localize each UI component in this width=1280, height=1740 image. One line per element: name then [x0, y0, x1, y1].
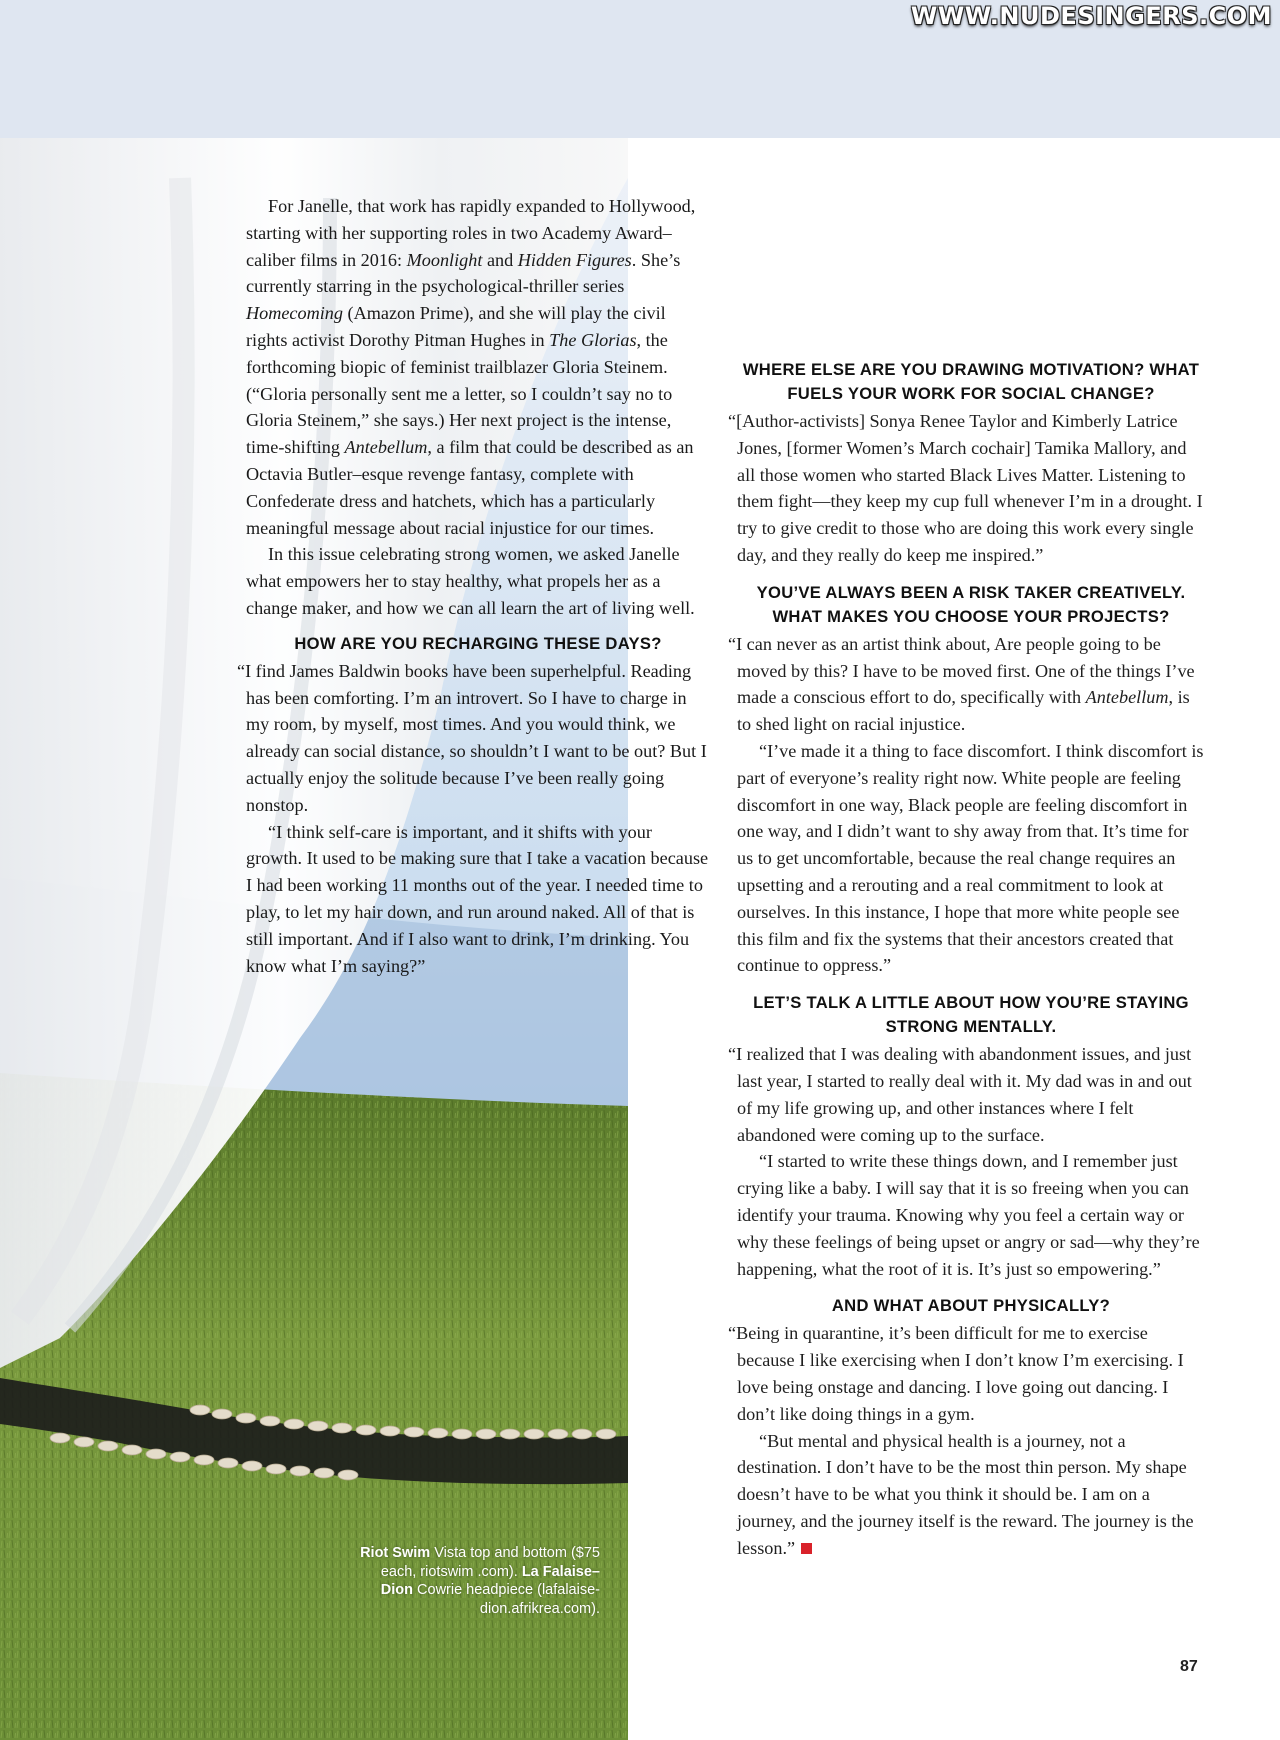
- watermark: WWW.NUDESINGERS.COM: [910, 2, 1272, 30]
- text-run: . She’s currently starring in the psychological-thriller series: [246, 249, 681, 297]
- question-projects: YOU’VE ALWAYS BEEN A RISK TAKER CREATIVELY. WHAT MAKES YOU CHOOSE YOUR PROJECTS?: [756, 582, 1186, 626]
- answer-mental-2: “I started to write these things down, and I remember just crying like a baby. I will say that it is so freeing when you can identify your trauma. Knowing why you feel a certain way or why these feelings of being upset or angry or sad—why they’re happening, what the root of it is. It’s just so empowering.”: [737, 1151, 1200, 1279]
- italic-title: Hidden Figures: [517, 249, 632, 270]
- photo-credit-caption: [360, 1544, 600, 1618]
- text-run: For Janelle, that work has rapidly expanded to Hollywood, starting with her supporting roles in two Academy Award–caliber films in 2016:: [246, 196, 696, 270]
- intro-paragraph-2: In this issue celebrating strong women, we asked Janelle what empowers her to stay healthy, what propels her as a change maker, and how we can all learn the art of living well.: [246, 544, 695, 618]
- text-run: and: [482, 249, 518, 270]
- answer-projects-1: [728, 631, 1205, 738]
- answer-projects-2: “I’ve made it a thing to face discomfort. I think discomfort is part of everyone’s reality right now. White people are feeling discomfort in one way, Black people are feeling discomfort in one way, and I didn’t want to shy away from that. It’s time for us to get uncomfortable, because the real change requires an upsetting and a rerouting and a real commitment to look at ourselves. In this instance, I hope that more white people see this film and fix the systems that their ancestors created that continue to oppress.”: [737, 740, 1204, 976]
- italic-title: Homecoming: [246, 303, 343, 324]
- italic-title: The Glorias: [549, 329, 637, 350]
- text-run: “I can never as an artist think about, Are people going to be moved by this? I have to be moved first. One of the things I’ve made a conscious effort to do, specifically with: [728, 633, 1195, 708]
- italic-title: Antebellum: [344, 437, 428, 458]
- brand-name: La Falaise–Dion: [380, 1563, 600, 1598]
- answer-physical-2: [737, 1428, 1205, 1562]
- text-run: Vista top and bottom ($75 each, riotswim .com).: [380, 1545, 600, 1580]
- answer-recharging-2: “I think self-care is important, and it shifts with your growth. It used to be making sure that I take a vacation because I had been working 11 months out of the year. I needed time to play, to let my hair down, and run around naked. All of that is still important. And if I also want to drink, I’m drinking. You know what I’m saying?”: [246, 821, 709, 976]
- question-motivation: WHERE ELSE ARE YOU DRAWING MOTIVATION? WHAT FUELS YOUR WORK FOR SOCIAL CHANGE?: [742, 360, 1200, 403]
- page-number: 87: [1180, 1658, 1198, 1675]
- left-column: [237, 193, 710, 979]
- italic-title: Antebellum: [1085, 687, 1169, 708]
- answer-physical-1: “Being in quarantine, it’s been difficult for me to exercise because I like exercising when I don’t know I’m exercising. I love being onstage and dancing. I love going out dancing. I don’t like doing things in a gym.: [728, 1323, 1184, 1424]
- brand-name: Riot Swim: [360, 1545, 431, 1561]
- text-run: (Amazon Prime), and she will play the civil rights activist Dorothy Pitman Hughes in: [246, 303, 666, 350]
- right-column: [728, 358, 1205, 1561]
- question-recharging: HOW ARE YOU RECHARGING THESE DAYS?: [294, 633, 662, 653]
- text-run: , the forthcoming biopic of feminist trailblazer Gloria Steinem. (“Gloria personally sent me a letter, so I couldn’t say no to Gloria Steinem,” she says.) Her next project is the intense, time-shifting: [246, 329, 673, 458]
- italic-title: Moonlight: [406, 249, 483, 270]
- question-mental-strength: LET’S TALK A LITTLE ABOUT HOW YOU’RE STAYING STRONG MENTALLY.: [753, 993, 1189, 1037]
- text-run: , is to shed light on racial injustice.: [737, 687, 1190, 735]
- intro-paragraph-1: [246, 193, 710, 541]
- end-mark-icon: [801, 1543, 812, 1554]
- answer-recharging-1: “I find James Baldwin books have been superhelpful. Reading has been comforting. I’m an introvert. So I have to charge in my room, by myself, most times. And you would think, we already can social distance, so shouldn’t I want to be out? But I actually enjoy the solitude because I’ve been really going nonstop.: [237, 660, 707, 815]
- answer-physical-2-text: “But mental and physical health is a journey, not a destination. I don’t have to be the most thin person. My shape doesn’t have to be what you think it should be. I am on a journey, and the journey itself is the reward. The journey is the lesson.”: [737, 1430, 1194, 1558]
- question-physical: AND WHAT ABOUT PHYSICALLY?: [831, 1296, 1111, 1316]
- answer-mental-1: “I realized that I was dealing with abandonment issues, and just last year, I started to really deal with it. My dad was in and out of my life growing up, and other instances where I felt abandoned were coming up to the surface.: [728, 1044, 1192, 1145]
- text-run: Cowrie headpiece (lafalaise-dion.afrikrea.com).: [413, 1582, 600, 1617]
- text-run: , a film that could be described as an Octavia Butler–esque revenge fantasy, complete with Confederate dress and hatchets, which has a particularly meaningful message about racial injustice for our times.: [246, 437, 694, 538]
- answer-motivation: “[Author-activists] Sonya Renee Taylor and Kimberly Latrice Jones, [former Women’s March cochair] Tamika Mallory, and all those women who started Black Lives Matter. Listening to them fight—they keep my cup full whenever I’m in a drought. I try to give credit to those who are doing this work every single day, and they really do keep me inspired.”: [728, 411, 1203, 565]
